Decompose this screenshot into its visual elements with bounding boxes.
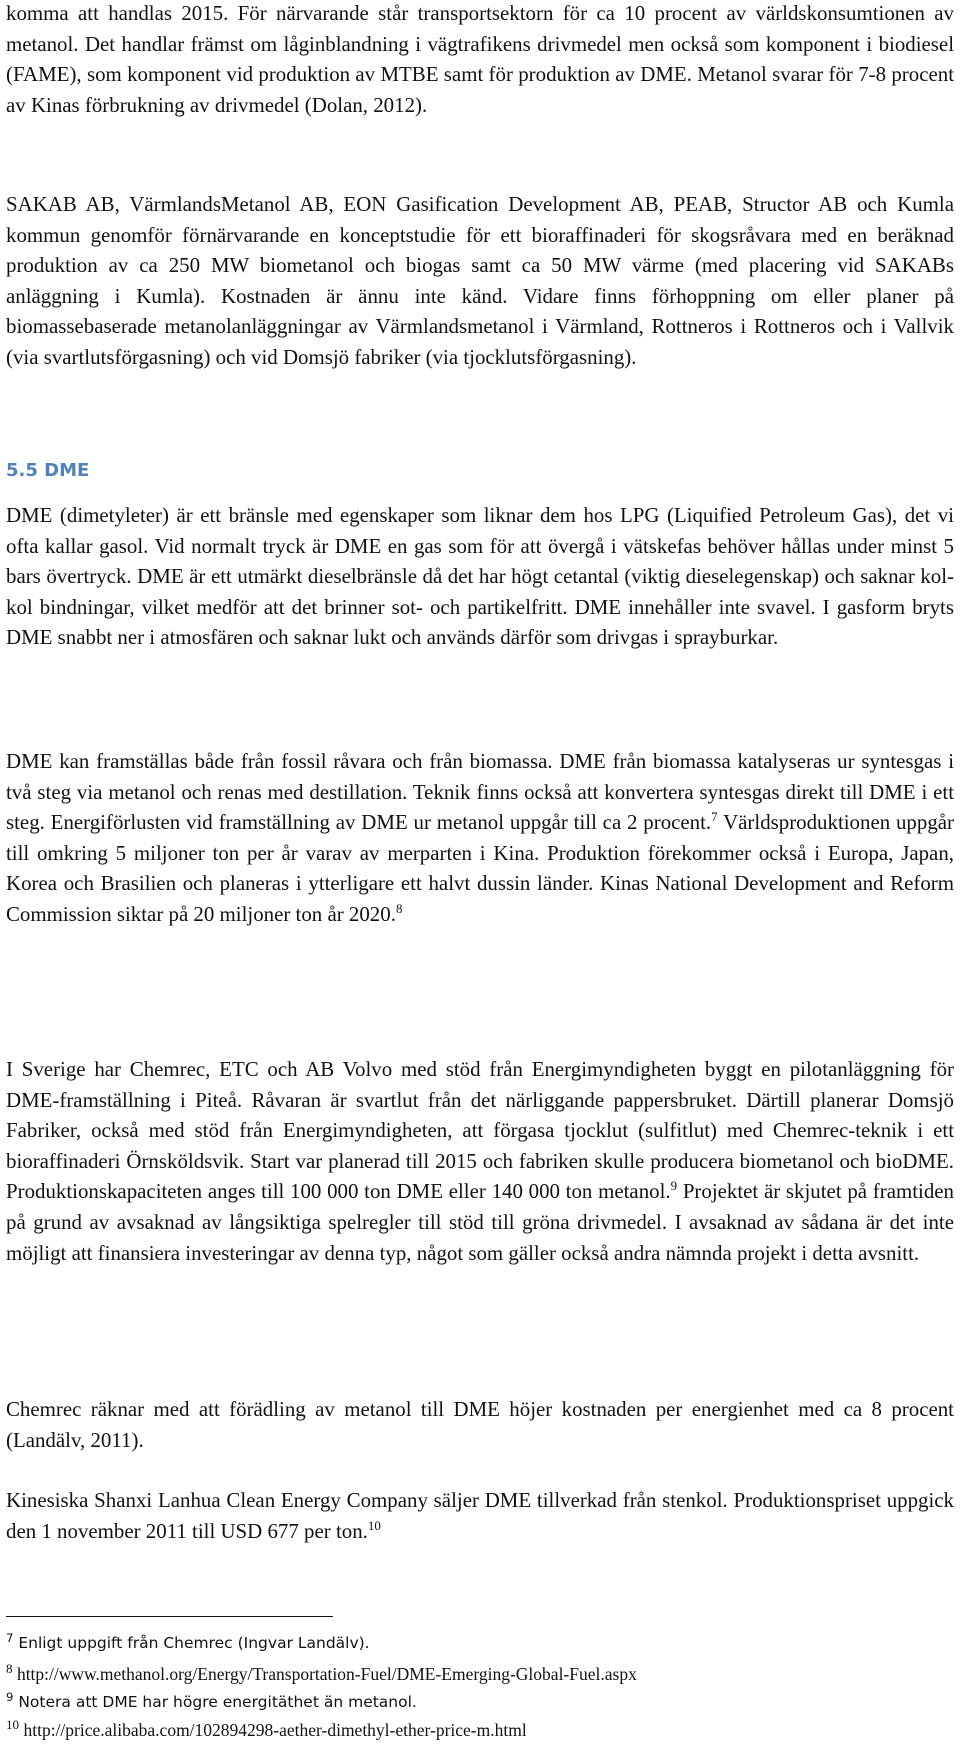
paragraph-biorefinery-projects: SAKAB AB, VärmlandsMetanol AB, EON Gasification Development AB, PEAB, Structor AB och Kumla kommun genomför förnärvarande en konceptstudie för ett bioraffinaderi för skogsråvara med en beräknad produktion av ca 250 MW biometanol och biogas samt ca 50 MW värme (med placering vid SAKABs anläggning i Kumla). Kostnaden är ännu inte känd. Vidare finns förhoppning om eller planer på biomassebaserade metanolanläggningar av Värmlandsmetanol i Värmland, Rottneros i Rottneros och i Vallvik (via svartlutsförgasning) och vid Domsjö fabriker (via tjocklutsförgasning). bbox=[6, 192, 954, 369]
paragraph-chemrec-cost: Chemrec räknar med att förädling av metanol till DME höjer kostnaden per energienhet med ca 8 procent (Landälv, 2011). bbox=[6, 1397, 954, 1452]
footnote-10: $^{10}$ http://price.alibaba.com/102894298-aether-dimethyl-ether-price-m.html bbox=[6, 1717, 527, 1740]
footnote-ref-8[interactable]: 8 bbox=[395, 901, 403, 916]
paragraph-dme-production: DME kan framställas både från fossil råvara och från biomassa. DME från biomassa katalyseras ur syntesgas i två steg via metanol och renas med destillation. Teknik finns också att konvertera syntesgas direkt till DME i ett steg. Energiförlusten vid framställning av DME ur metanol uppgår till ca 2 procent.$^7$ Världsproduktionen uppgår till omkring 5 miljoner ton per år varav av merparten i Kina. Produktion förekommer också i Europa, Japan, Korea och Brasilien och planeras i ytterligare ett halvt dussin länder. Kinas National Development and Reform Commission siktar på 20 miljoner ton år 2020.$^8$ bbox=[6, 749, 954, 926]
footnote-ref-10[interactable]: 10 bbox=[367, 1517, 381, 1533]
paragraph-china-price: Kinesiska Shanxi Lanhua Clean Energy Company säljer DME tillverkad från stenkol. Produktionspriset uppgick den 1 november 2011 till USD 677 per ton.$^{10}$ bbox=[6, 1488, 954, 1543]
footnote-8: $^8$ http://www.methanol.org/Energy/Transportation-Fuel/DME-Emerging-Global-Fuel.aspx bbox=[6, 1661, 637, 1684]
paragraph-dme-definition: DME (dimetyleter) är ett bränsle med egenskaper som liknar dem hos LPG (Liquified Petroleum Gas), det vi ofta kallar gasol. Vid normalt tryck är DME en gas som för att övergå i vätskefas behöver hållas under minst 5 bars övertryck. DME är ett utmärkt dieselbränsle då det har högt cetantal (viktig dieselegenskap) och saknar kol-kol bindningar, vilket medför att det brinner sot- och partikelfritt. DME innehåller inte svavel. I gasform bryts DME snabbt ner i atmosfären och saknar lukt och används därför som drivgas i sprayburkar. bbox=[6, 503, 954, 650]
section-heading-dme: 5.5 DME bbox=[6, 460, 90, 481]
footnote-7: $^7$ Enligt uppgift från Chemrec (Ingvar Landälv). bbox=[6, 1630, 370, 1652]
footnote-10-link[interactable]: http://price.alibaba.com/102894298-aether-dimethyl-ether-price-m.html bbox=[23, 1720, 527, 1740]
footnote-ref-7[interactable]: 7 bbox=[711, 809, 718, 825]
footnote-divider bbox=[6, 1616, 333, 1617]
paragraph-methanol-transport: komma att handlas 2015. För närvarande står transportsektorn för ca 10 procent av världskonsumtionen av metanol. Det handlar främst om låginblandning i vägtrafikens drivmedel men också som komponent i biodiesel (FAME), som komponent vid produktion av MTBE samt för produktion av DME. Metanol svarar för 7-8 procent av Kinas förbrukning av drivmedel (Dolan, 2012). bbox=[6, 1, 954, 117]
footnote-ref-9[interactable]: 9 bbox=[670, 1178, 678, 1194]
footnote-8-link[interactable]: http://www.methanol.org/Energy/Transportation-Fuel/DME-Emerging-Global-Fuel.aspx bbox=[16, 1664, 637, 1684]
paragraph-sweden-dme: I Sverige har Chemrec, ETC och AB Volvo med stöd från Energimyndigheten byggt en pilotanläggning för DME-framställning i Piteå. Råvaran är svartlut från det närliggande pappersbruket. Därtill planerar Domsjö Fabriker, också med stöd från Energimyndigheten, att förgasa tjocklut (sulfitlut) med Chemrec-teknik i ett bioraffinaderi Örnsköldsvik. Start var planerad till 2015 och fabriken skulle producera biometanol och bioDME. Produktionskapaciteten anges till 100 000 ton DME eller 140 000 ton metanol.$^9$ Projektet är skjutet på framtiden på grund av avsaknad av långsiktiga spelregler till stöd till gröna drivmedel. I avsaknad av sådana är det inte möjligt att finansiera investeringar av denna typ, något som gäller också andra nämnda projekt i detta avsnitt. bbox=[6, 1057, 954, 1265]
footnote-9: $^9$ Notera att DME har högre energitäthet än metanol. bbox=[6, 1689, 417, 1711]
